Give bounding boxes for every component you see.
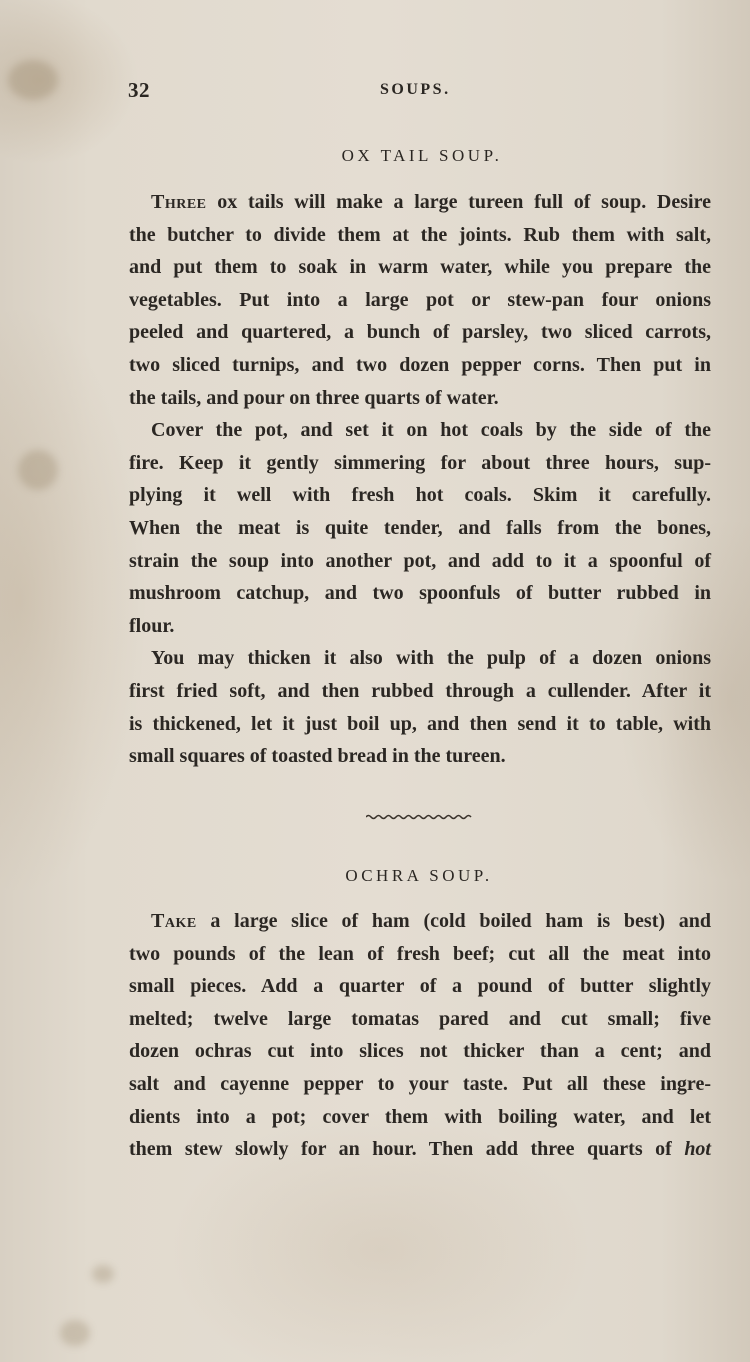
text-line: vegetables. Put into a large pot or stew-pan four onions xyxy=(129,288,711,311)
section-body-ochra-soup xyxy=(129,905,711,1166)
text-line: the tails, and pour on three quarts of water. xyxy=(129,386,499,409)
section-title-ochra-soup: OCHRA SOUP. xyxy=(345,866,493,885)
foxing-stain xyxy=(18,450,58,490)
text-line: dozen ochras cut into slices not thicker than a cent; and xyxy=(129,1040,711,1063)
foxing-stain xyxy=(92,1265,114,1283)
text-line: flour. xyxy=(129,614,175,637)
section-body-ox-tail-soup xyxy=(129,186,711,773)
text-line: salt and cayenne pepper to your taste. Put all these ingre- xyxy=(129,1072,711,1095)
text-line: peeled and quartered, a bunch of parsley, two sliced carrots, xyxy=(129,321,711,344)
text-line: mushroom catchup, and two spoonfuls of butter rubbed in xyxy=(129,582,711,605)
text-line: strain the soup into another pot, and add to it a spoonful of xyxy=(129,549,711,572)
text-line: is thickened, let it just boil up, and then send it to table, with xyxy=(129,712,711,735)
page-number: 32 xyxy=(128,78,150,102)
text-line: dients into a pot; cover them with boiling water, and let xyxy=(129,1105,711,1128)
text-line: small pieces. Add a quarter of a pound of butter slightly xyxy=(129,975,711,998)
text-line: fire. Keep it gently simmering for about three hours, sup- xyxy=(129,451,711,474)
text-line: melted; twelve large tomatas pared and cut small; five xyxy=(129,1007,711,1030)
text-line: two pounds of the lean of fresh beef; cut all the meat into xyxy=(129,942,711,965)
text-line: plying it well with fresh hot coals. Skim it carefully. xyxy=(129,484,711,507)
text-line: the butcher to divide them at the joints. Rub them with salt, xyxy=(129,223,711,246)
italic-word: hot xyxy=(684,1138,711,1161)
ornamental-divider xyxy=(366,812,472,822)
section-title-ox-tail-soup: OX TAIL SOUP. xyxy=(341,146,503,165)
text-line: first fried soft, and then rubbed through a cullender. After it xyxy=(129,679,711,702)
running-title: SOUPS. xyxy=(380,81,451,98)
text-line: and put them to soak in warm water, while you prepare the xyxy=(129,256,711,279)
text-line: Cover the pot, and set it on hot coals by the side of the xyxy=(151,419,711,442)
text-line: them stew slowly for an hour. Then add three quarts of hot xyxy=(129,1138,711,1161)
text-line: You may thicken it also with the pulp of a dozen onions xyxy=(151,647,711,670)
foxing-stain xyxy=(60,1320,90,1346)
text-line: two sliced turnips, and two dozen pepper corns. Then put in xyxy=(129,353,711,376)
text-line: When the meat is quite tender, and falls from the bones, xyxy=(129,516,711,539)
text-line: small squares of toasted bread in the tureen. xyxy=(129,745,506,768)
text-line: Three ox tails will make a large tureen full of soup. Desire xyxy=(151,191,711,213)
text-line: Take a large slice of ham (cold boiled ham is best) and xyxy=(151,910,711,932)
running-head xyxy=(0,74,750,104)
